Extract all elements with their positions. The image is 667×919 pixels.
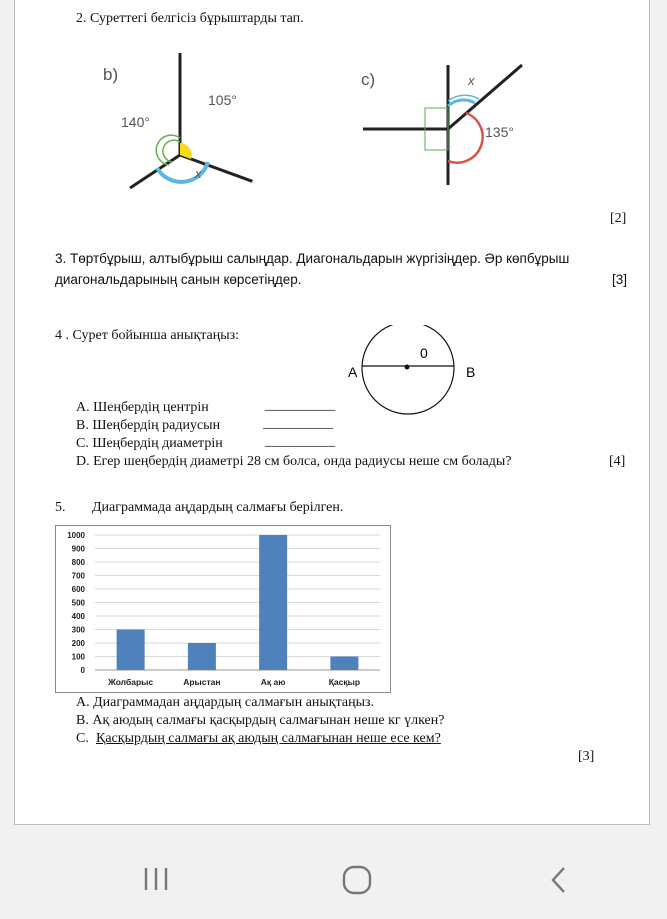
angle-135: 135° [485,124,514,140]
q4-item-d: D. Егер шеңбердің диаметрі 28 см болса, онда радиусы неше см болады? [76,454,512,469]
q5-item-b: B. Ақ аюдың салмағы қасқырдың салмағынан неше кг үлкен? [76,713,445,728]
q5-item-c-label: C. [76,731,89,746]
bar [259,535,287,670]
fig-b-label: b) [103,65,119,84]
angle-140: 140° [121,114,150,130]
center-label: 0 [420,345,428,361]
q5-item-c: Қасқырдың салмағы ақ аюдың салмағынан неше есе кем? [96,731,441,746]
fig-c-label: c) [361,70,376,89]
bar [188,643,216,670]
q3-line2: диагональдарының санын көрсетіңдер. [55,272,302,287]
x-tick-label: Ақ аю [260,677,286,687]
figure-c [355,55,535,195]
navigation-bar [0,835,667,919]
q3-line1: 3. Төртбұрыш, алтыбұрыш салыңдар. Диагональдарын жүргізіңдер. Әр көпбұрыш [55,251,570,266]
q3-score: [3] [612,272,628,287]
bar [330,657,358,671]
q5-title: Диаграммада аңдардың салмағы берілген. [92,500,344,515]
bar [117,630,145,671]
y-tick-label: 800 [71,558,85,567]
y-tick-label: 900 [71,544,85,554]
recent-apps-icon[interactable] [143,865,169,898]
y-tick-label: 100 [71,652,85,662]
q4-item-b: B. Шеңбердің радиусын [76,418,221,433]
home-icon[interactable] [342,865,372,900]
x-tick-label: Жолбарыс [108,677,154,687]
circle-figure [340,325,490,415]
back-icon[interactable] [548,865,568,900]
y-tick-label: 0 [80,666,85,675]
q2-score: [2] [610,211,627,226]
answer-blank[interactable]: __________ [265,398,335,413]
angle-x: x [468,73,475,88]
answer-blank[interactable]: __________ [265,434,335,449]
y-tick-label: 200 [71,639,85,648]
answer-blank[interactable]: __________ [263,416,333,431]
y-tick-label: 300 [71,625,85,635]
x-tick-label: Арыстан [183,677,221,687]
angle-x: x [195,166,202,181]
y-tick-label: 600 [71,585,85,594]
figure-b [95,45,275,195]
angle-105: 105° [208,92,237,108]
bar-chart [55,525,391,693]
x-tick-label: Қасқыр [328,677,361,687]
q4-score: [4] [609,454,626,469]
y-tick-label: 400 [71,612,85,621]
q4-item-a: A. Шеңбердің центрін [76,400,209,415]
point-a-label: A [348,364,358,380]
q5-item-a: A. Диаграммадан аңдардың салмағын анықтаңыз. [76,695,375,710]
q4-item-c: C. Шеңбердің диаметрін [76,436,223,451]
y-tick-label: 500 [71,598,85,608]
q4-title: 4 . Сурет бойынша анықтаңыз: [55,328,240,343]
y-tick-label: 1000 [67,531,85,540]
point-b-label: B [466,364,476,380]
q2-title: 2. Суреттегі белгісіз бұрыштарды тап. [76,11,304,26]
y-tick-label: 700 [71,571,85,581]
q5-score: [3] [578,749,595,764]
q5-number: 5. [55,500,66,515]
